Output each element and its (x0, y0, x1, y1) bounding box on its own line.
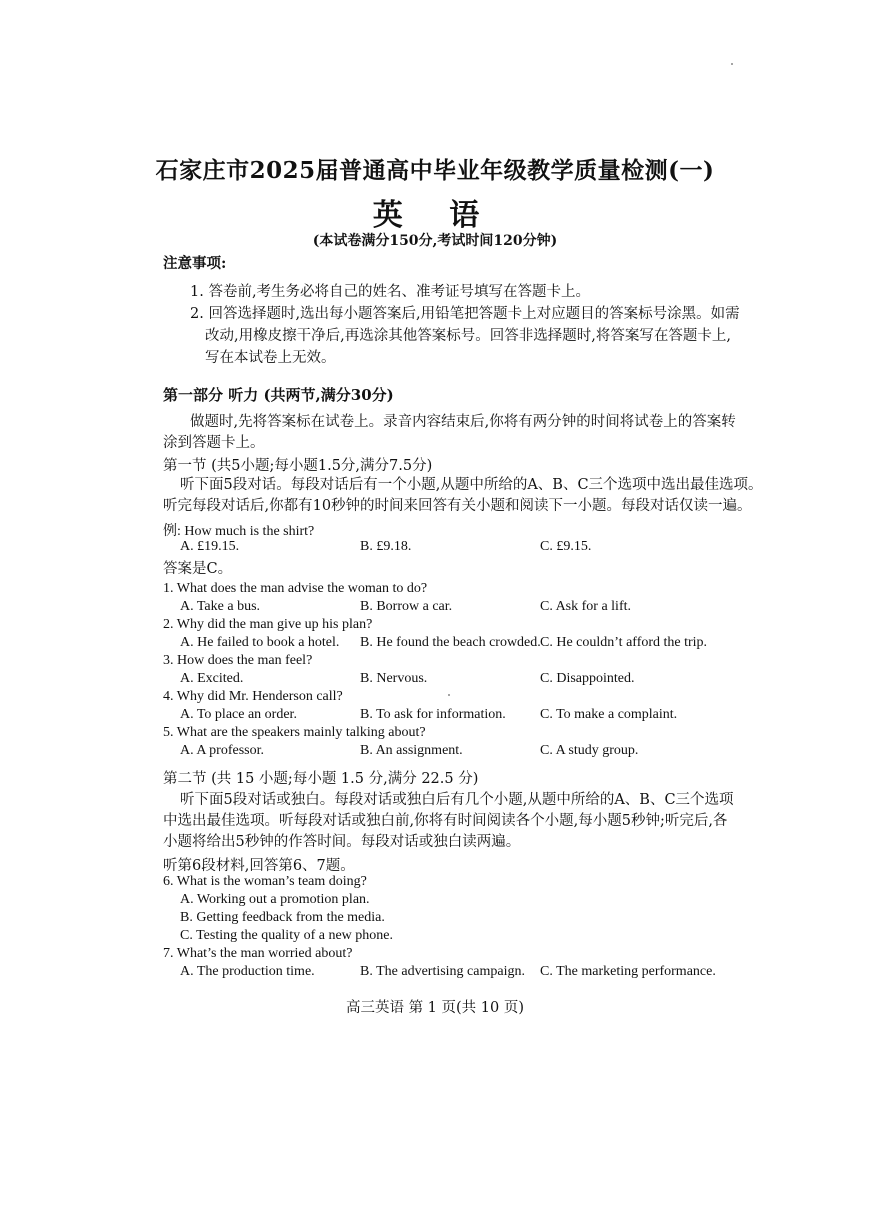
question-4-option-a: A. To place an order. (180, 707, 297, 722)
question-2: 2. Why did the man give up his plan? (163, 617, 373, 632)
question-4-option-b: B. To ask for information. (360, 707, 506, 722)
notice-item-2-line-2: 改动,用橡皮擦干净后,再选涂其他答案标号。回答非选择题时,将答案写在答题卡上, (205, 328, 731, 344)
section1-heading: 第一节 (共5小题;每小题1.5分,满分7.5分) (163, 458, 433, 474)
question-1-option-b: B. Borrow a car. (360, 599, 453, 614)
score-note: (本试卷满分150分,考试时间120分钟) (312, 233, 558, 249)
section1-intro-line-1: 听下面5段对话。每段对话后有一个小题,从题中所给的A、B、C三个选项中选出最佳选项。 (180, 477, 763, 493)
part1-intro-line-1: 做题时,先将答案标在试卷上。录音内容结束后,你将有两分钟的时间将试卷上的答案转 (190, 414, 736, 430)
question-2-option-b: B. He found the beach crowded. (360, 635, 541, 650)
question-5: 5. What are the speakers mainly talking about? (163, 725, 426, 740)
material-6-instruction: 听第6段材料,回答第6、7题。 (163, 858, 355, 874)
notice-item-2-line-1: 2. 回答选择题时,选出每小题答案后,用铅笔把答题卡上对应题目的答案标号涂黑。如需 (190, 306, 740, 322)
question-3-option-a: A. Excited. (180, 671, 244, 686)
question-5-option-a: A. A professor. (180, 743, 264, 758)
scan-speck (731, 63, 733, 65)
question-4: 4. Why did Mr. Henderson call? (163, 689, 343, 704)
notice-item-1: 1. 答卷前,考生务必将自己的姓名、准考证号填写在答题卡上。 (190, 284, 591, 300)
question-7-option-c: C. The marketing performance. (540, 964, 716, 979)
question-7-option-a: A. The production time. (180, 964, 315, 979)
notice-item-2-line-3: 写在本试卷上无效。 (205, 350, 336, 366)
question-6-option-a: A. Working out a promotion plan. (180, 892, 370, 907)
question-1-option-a: A. Take a bus. (180, 599, 261, 614)
question-7-option-b: B. The advertising campaign. (360, 964, 525, 979)
example-option-c: C. £9.15. (540, 539, 592, 554)
example-option-b: B. £9.18. (360, 539, 412, 554)
section2-intro-line-2: 中选出最佳选项。听每段对话或独白前,你将有时间阅读各个小题,每小题5秒钟;听完后,各 (163, 813, 728, 829)
question-2-option-a: A. He failed to book a hotel. (180, 635, 340, 650)
notice-heading: 注意事项: (163, 255, 227, 272)
question-3-option-c: C. Disappointed. (540, 671, 635, 686)
question-6-option-b: B. Getting feedback from the media. (180, 910, 385, 925)
section2-intro-line-1: 听下面5段对话或独白。每段对话或独白后有几个小题,从题中所给的A、B、C三个选项 (180, 792, 734, 808)
section2-heading: 第二节 (共 15 小题;每小题 1.5 分,满分 22.5 分) (163, 771, 479, 787)
subject-heading: 英 语 (372, 198, 498, 233)
part1-intro-line-2: 涂到答题卡上。 (163, 435, 265, 451)
question-6: 6. What is the woman’s team doing? (163, 874, 367, 889)
question-3-option-b: B. Nervous. (360, 671, 428, 686)
scan-speck (448, 694, 450, 696)
question-6-option-c: C. Testing the quality of a new phone. (180, 928, 394, 943)
question-4-option-c: C. To make a complaint. (540, 707, 678, 722)
question-3: 3. How does the man feel? (163, 653, 313, 668)
section1-intro-line-2: 听完每段对话后,你都有10秒钟的时间来回答有关小题和阅读下一小题。每段对话仅读一遍。 (163, 498, 752, 514)
question-5-option-c: C. A study group. (540, 743, 639, 758)
exam-title: 石家庄市2025届普通高中毕业年级教学质量检测(一) (155, 157, 715, 184)
section2-intro-line-3: 小题将给出5秒钟的作答时间。每段对话或独白读两遍。 (163, 834, 521, 850)
question-5-option-b: B. An assignment. (360, 743, 463, 758)
part1-heading: 第一部分 听力 (共两节,满分30分) (163, 386, 394, 404)
example-answer: 答案是C。 (163, 561, 233, 577)
question-2-option-c: C. He couldn’t afford the trip. (540, 635, 708, 650)
question-1-option-c: C. Ask for a lift. (540, 599, 631, 614)
example-question: 例: How much is the shirt? (163, 524, 315, 539)
page-footer: 高三英语 第 1 页(共 10 页) (345, 1000, 525, 1016)
question-1: 1. What does the man advise the woman to do? (163, 581, 428, 596)
example-option-a: A. £19.15. (180, 539, 240, 554)
question-7: 7. What’s the man worried about? (163, 946, 353, 961)
